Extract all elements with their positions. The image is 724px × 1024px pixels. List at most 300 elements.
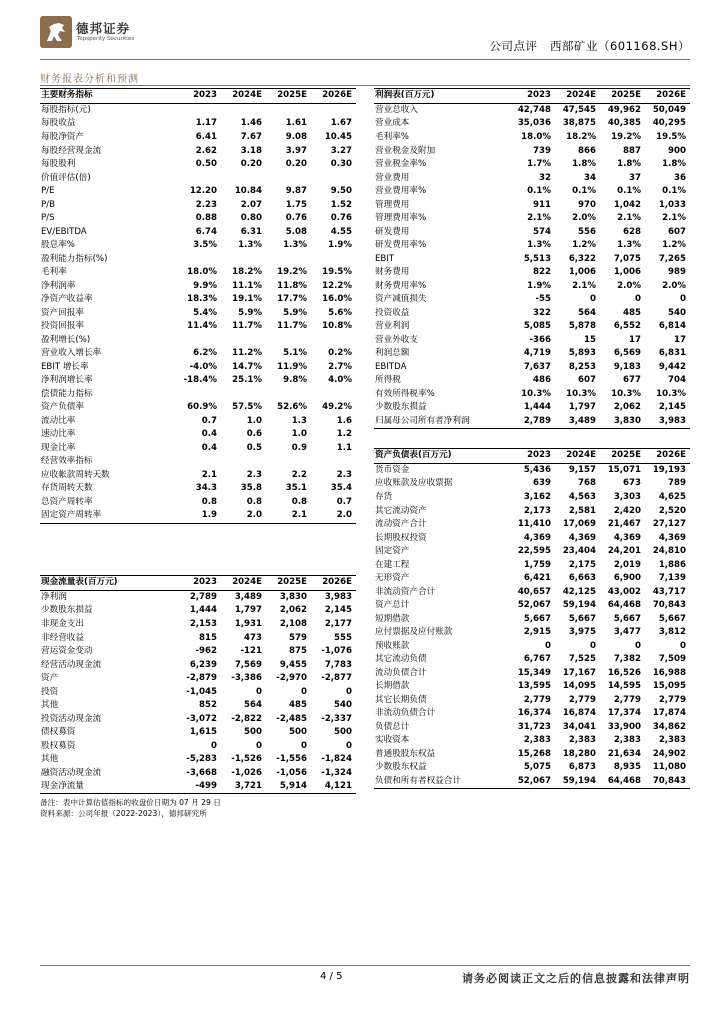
cell-value: -5,283 [186, 754, 217, 765]
cell-value: 10.45 [324, 132, 352, 142]
cell-value [266, 455, 311, 469]
table-row [40, 198, 356, 212]
cell-value: 18,280 [562, 748, 596, 759]
cell-value: 1.3 [291, 415, 307, 426]
cell-value: 0.8 [201, 496, 217, 507]
disclaimer-text: 请务必阅读正文之后的信息披露和法律声明 [462, 972, 690, 985]
cell-value: 11.4% [187, 321, 217, 332]
cell-value [221, 103, 266, 117]
cell-value: 2.1 [266, 509, 311, 523]
row-label: 无形资产 [375, 573, 410, 584]
cell-value: 0 [211, 740, 217, 751]
table-row [374, 171, 690, 185]
table-row [374, 158, 690, 172]
cell-value: 2,789 [510, 414, 555, 428]
table-row [374, 414, 690, 428]
cell-value: -2,485 [276, 713, 307, 724]
row-label: 每股指标(元) [41, 104, 91, 115]
row-label: 净利润增长率 [41, 375, 93, 386]
row-label: P/S [41, 213, 55, 224]
cell-value [266, 387, 311, 401]
cell-value: 6,569 [613, 348, 641, 359]
cell-value: 52.6% [277, 402, 307, 413]
cell-value: 11.1% [232, 280, 262, 291]
table-row [40, 225, 356, 239]
cell-value: 32 [539, 172, 551, 183]
cell-value: 911 [533, 199, 551, 210]
cell-value: 21,634 [607, 748, 641, 759]
cell-value: 3,162 [523, 492, 551, 502]
cell-value: 1,444 [523, 402, 551, 413]
cell-value: 0.6 [246, 429, 262, 440]
cell-value: -3,386 [231, 673, 262, 684]
row-label: 资产回报率 [41, 307, 84, 318]
row-label: P/B [41, 199, 55, 210]
cell-value: 2.1% [662, 213, 686, 224]
cell-value: 6,322 [568, 253, 596, 264]
table-row [374, 103, 690, 117]
row-label: 非流动负债合计 [375, 708, 436, 719]
table-row [40, 672, 356, 686]
cell-value: 900 [668, 145, 686, 156]
cell-value: 70,843 [652, 600, 686, 611]
cell-value: 34,041 [562, 721, 596, 732]
cell-value: 2023 [510, 89, 555, 104]
cell-value: 540 [334, 700, 352, 711]
cell-value: 1.67 [330, 118, 352, 129]
cell-value: 7,139 [658, 573, 686, 584]
row-label: 债权募资 [41, 727, 76, 738]
cell-value: 1.8% [662, 159, 686, 170]
cell-value: 2,153 [189, 619, 217, 629]
cell-value: 2.2 [291, 469, 307, 480]
section-title: 财务报表分析和预测 [40, 74, 139, 85]
row-label: 流动比率 [41, 415, 76, 426]
table-row [374, 239, 690, 253]
cell-value: 36 [674, 172, 686, 183]
row-label: 营业税金及附加 [375, 145, 436, 156]
cell-value: 17 [629, 334, 641, 345]
cell-value: 0.1% [572, 186, 596, 197]
cell-value: 2.3 [336, 469, 352, 480]
cell-value: 13,595 [517, 681, 551, 692]
table-row [374, 225, 690, 239]
row-label: EV/EBITDA [41, 226, 87, 237]
cell-value: 3,303 [613, 492, 641, 502]
row-label: 非经营收益 [41, 632, 84, 643]
cell-value: 12.2% [322, 280, 352, 291]
cell-value [176, 333, 221, 347]
row-label: 净利润率 [41, 280, 76, 291]
cell-value: 16.0% [322, 294, 352, 305]
cell-value: 2.07 [240, 199, 262, 210]
row-label: EBITDA [375, 361, 407, 372]
table-header-row [374, 449, 690, 464]
cell-value: 1.75 [285, 199, 307, 210]
table-row [374, 761, 690, 775]
cell-value: 0 [301, 686, 307, 697]
cell-value: 35.4 [330, 483, 352, 494]
cell-value: 50,049 [652, 104, 686, 115]
table-row [374, 734, 690, 748]
table-row [40, 360, 356, 374]
cell-value: 1,615 [189, 727, 217, 738]
row-label: 实收资本 [375, 735, 410, 746]
cell-value: 2026E [645, 89, 690, 104]
cell-value: 34 [584, 172, 596, 183]
cell-value: 7,382 [613, 654, 641, 665]
table-row [374, 279, 690, 293]
cell-value: 1.17 [195, 118, 217, 129]
table-row [374, 639, 690, 653]
cell-value: 2,779 [658, 694, 686, 705]
cell-value: 6.2% [193, 348, 217, 359]
cell-value: 2.3 [246, 469, 262, 480]
cell-value: 1,042 [613, 199, 641, 210]
cell-value: 60.9% [187, 402, 217, 413]
cell-value: -3,668 [186, 767, 217, 778]
row-label: 其它流动负债 [375, 654, 427, 665]
cell-value: 38,875 [562, 118, 596, 129]
cell-value: 11,080 [652, 762, 686, 773]
cell-value: 2023 [510, 449, 555, 464]
cell-value: 2025E [600, 449, 645, 464]
cell-value: -1,526 [231, 754, 262, 765]
table-row [40, 699, 356, 713]
cell-value: 2026E [311, 89, 356, 104]
cell-value: 37 [629, 172, 641, 183]
cell-value: 822 [533, 267, 551, 278]
cell-value: 35.1 [285, 483, 307, 494]
cell-value: 0.8 [291, 496, 307, 507]
cell-value [311, 387, 356, 401]
row-label: 每股净资产 [41, 132, 84, 142]
table-row [40, 604, 356, 618]
row-label: 资产总计 [375, 600, 410, 611]
row-label: 经营效率指标 [41, 456, 93, 467]
cell-value: 17.7% [277, 294, 307, 305]
cell-value: 0 [346, 686, 352, 697]
cell-value: 2,383 [523, 735, 551, 746]
cell-value: 59,194 [555, 774, 600, 788]
row-label: 应收账款及应收票据 [375, 478, 453, 489]
cell-value: 4,369 [658, 532, 686, 543]
row-label: 每股经营现金流 [41, 145, 102, 156]
table-row [40, 387, 356, 401]
cell-value: 1.8% [617, 159, 641, 170]
cell-value: 5.08 [285, 226, 307, 237]
cell-value: -1,056 [276, 767, 307, 778]
table-notes [40, 797, 221, 819]
cell-value: 9.08 [285, 132, 307, 142]
cell-value: 49.2% [322, 402, 352, 413]
row-label: 现金净流量 [40, 780, 176, 794]
section-divider [40, 85, 690, 86]
cell-value: 6.74 [195, 226, 217, 237]
cell-value: 887 [623, 145, 641, 156]
cell-value: 0 [635, 640, 641, 651]
cell-value: 9.87 [285, 186, 307, 197]
cell-value: -2,877 [321, 673, 352, 684]
cell-value: 19.2% [611, 132, 641, 142]
row-label: 管理费用率% [375, 213, 427, 224]
cell-value: 4,121 [311, 780, 356, 794]
cell-value: 5,667 [568, 613, 596, 624]
cell-value: 1.1 [336, 442, 352, 453]
cell-value: -2,337 [321, 713, 352, 724]
cell-value: -3,072 [186, 713, 217, 724]
cell-value: 0.7 [336, 496, 352, 507]
footer-divider [40, 965, 690, 966]
cell-value: 2025E [600, 89, 645, 104]
row-label: 投资回报率 [41, 321, 84, 332]
cell-value: 1.9 [176, 509, 221, 523]
cell-value: 500 [334, 727, 352, 738]
header-divider [40, 59, 690, 60]
cell-value: 2,173 [523, 505, 551, 516]
table-row [40, 455, 356, 469]
cell-value: -121 [240, 646, 262, 657]
cell-value: -2,822 [231, 713, 262, 724]
row-label: 价值评估(倍) [41, 172, 91, 183]
table-row [40, 401, 356, 415]
cell-value: 8,253 [568, 361, 596, 372]
cell-value: 35,036 [517, 118, 551, 129]
row-label: P/E [41, 186, 55, 197]
table-header-row [374, 89, 690, 104]
cell-value [221, 387, 266, 401]
cell-value [221, 455, 266, 469]
row-label: 固定资产 [375, 546, 410, 557]
row-label: 少数股东权益 [375, 762, 427, 773]
table-row [40, 726, 356, 740]
cell-value [311, 103, 356, 117]
table-row [374, 477, 690, 491]
cell-value: 0 [256, 686, 262, 697]
cell-value: 43,002 [607, 586, 641, 597]
cell-value: 10.3% [566, 388, 596, 399]
row-label: 盈利能力指标(%) [41, 253, 108, 264]
cell-value: 2,581 [568, 505, 596, 516]
cell-value: 1.61 [285, 118, 307, 129]
cell-value: 677 [623, 375, 641, 386]
cell-value: 18.2% [566, 132, 596, 142]
cell-value: 2,915 [523, 627, 551, 638]
cell-value: 3,830 [600, 414, 645, 428]
cell-value: 0.4 [201, 442, 217, 453]
cell-value: -18.4% [183, 375, 217, 386]
cell-value: 1.0 [291, 429, 307, 440]
table-row [40, 117, 356, 131]
table-row [374, 374, 690, 388]
cell-value: 12.20 [189, 186, 217, 197]
table-row [40, 306, 356, 320]
cell-value: 2025E [266, 576, 311, 591]
row-label: 经营活动现金流 [41, 659, 102, 670]
cell-value: 322 [533, 307, 551, 318]
cell-value: 14,595 [607, 681, 641, 692]
cell-value: 7,265 [658, 253, 686, 264]
cell-value: 17,374 [607, 708, 641, 719]
cell-value: 1,006 [613, 267, 641, 278]
table-row [374, 401, 690, 415]
table-row [40, 171, 356, 185]
table-row [374, 599, 690, 613]
cell-value: 2024E [555, 89, 600, 104]
cell-value: 2,108 [279, 619, 307, 629]
cell-value: 1.9% [328, 240, 352, 251]
cell-value: 1.0 [246, 415, 262, 426]
cell-value: 15,095 [652, 681, 686, 692]
row-label: 净资产收益率 [41, 294, 93, 305]
table-row [374, 198, 690, 212]
cell-value: 0 [635, 294, 641, 305]
cell-value: 815 [199, 632, 217, 643]
table-row [40, 509, 356, 523]
table-row [40, 482, 356, 496]
row-label: 融资活动现金流 [41, 767, 102, 778]
cell-value: 500 [244, 727, 262, 738]
cell-value: 5.6% [328, 307, 352, 318]
cell-value: 49,962 [607, 104, 641, 115]
table-row [374, 504, 690, 518]
cell-value: 7,075 [613, 253, 641, 264]
table-row [374, 774, 690, 788]
table-row [40, 428, 356, 442]
table-row [374, 693, 690, 707]
cell-value: 555 [334, 632, 352, 643]
cell-value [176, 387, 221, 401]
cell-value: 2.0% [617, 280, 641, 291]
cell-value: 2.1 [201, 469, 217, 480]
row-label: 财务费用率% [375, 280, 427, 291]
row-label: 流动负债合计 [375, 667, 427, 678]
cell-value: 1.3% [283, 240, 307, 251]
cell-value [221, 252, 266, 266]
cell-value: 0.76 [285, 213, 307, 224]
row-label: 负债总计 [375, 721, 410, 732]
table-row [374, 463, 690, 477]
row-label: 营业费用 [375, 172, 410, 183]
cell-value: 2,420 [613, 505, 641, 516]
row-label: 主要财务指标 [40, 89, 176, 104]
row-label: 营业利润 [375, 321, 410, 332]
cell-value: 739 [533, 145, 551, 156]
cell-value: 0.2% [328, 348, 352, 359]
row-label: 资产负债表(百万元) [374, 449, 510, 464]
cell-value [311, 171, 356, 185]
row-label: 营运资金变动 [41, 646, 93, 657]
cell-value: 768 [578, 478, 596, 489]
cell-value: 25.1% [232, 375, 262, 386]
cell-value: -1,556 [276, 754, 307, 765]
row-label: 总资产周转率 [41, 496, 93, 507]
row-label: 非流动资产合计 [375, 586, 436, 597]
cell-value: 3,983 [324, 591, 352, 602]
cell-value: 0.9 [291, 442, 307, 453]
cell-value: 19.1% [232, 294, 262, 305]
row-label: 归属母公司所有者净利润 [374, 414, 510, 428]
row-label: 营业外收支 [375, 334, 418, 345]
table-row [40, 374, 356, 388]
cell-value: 1.52 [330, 199, 352, 210]
cell-value: 42,748 [517, 104, 551, 115]
table-row [40, 685, 356, 699]
row-label: 资产 [41, 673, 59, 684]
cell-value: 33,900 [607, 721, 641, 732]
cell-value: 564 [578, 307, 596, 318]
cell-value: 486 [533, 375, 551, 386]
cell-value: 16,374 [517, 708, 551, 719]
cell-value: 1,931 [234, 619, 262, 629]
table-row [374, 144, 690, 158]
table-row [374, 320, 690, 334]
income-statement-table [374, 88, 690, 429]
row-label: 存货 [375, 492, 393, 502]
row-label: EBIT [375, 253, 395, 264]
cell-value: 0.5 [246, 442, 262, 453]
cell-value: 1.3% [238, 240, 262, 251]
table-row [40, 212, 356, 226]
cell-value: 852 [199, 700, 217, 711]
cell-value: 4,625 [658, 492, 686, 502]
cell-value: 579 [289, 632, 307, 643]
cell-value: 3,489 [234, 591, 262, 602]
table-row [374, 585, 690, 599]
cell-value: -962 [195, 646, 217, 657]
cell-value: 4,563 [568, 492, 596, 502]
row-label: 预收账款 [375, 640, 410, 651]
cell-value: 43,717 [652, 586, 686, 597]
cell-value: 21,467 [607, 519, 641, 530]
cell-value: 6,421 [523, 573, 551, 584]
row-label: 偿债能力指标 [41, 388, 93, 399]
company-logo [40, 16, 160, 48]
row-label: 财务费用 [375, 267, 410, 278]
cell-value: 15 [584, 334, 596, 345]
cell-value: 6,831 [658, 348, 686, 359]
cell-value: 1.2% [572, 240, 596, 251]
cell-value: 10.3% [656, 388, 686, 399]
cell-value: 989 [668, 267, 686, 278]
row-label: 现金流量表(百万元) [40, 576, 176, 591]
cell-value: 866 [578, 145, 596, 156]
table-row [40, 347, 356, 361]
table-row [40, 645, 356, 659]
cell-value [311, 333, 356, 347]
cell-value: 500 [289, 727, 307, 738]
cell-value [311, 455, 356, 469]
row-label: 现金比率 [41, 442, 76, 453]
row-label: 应付票据及应付账款 [375, 627, 453, 638]
row-label: 资产减值损失 [375, 294, 427, 305]
table-row [374, 558, 690, 572]
cell-value [221, 333, 266, 347]
table-row [374, 653, 690, 667]
cell-value: 7,509 [658, 654, 686, 665]
cell-value: 970 [578, 199, 596, 210]
cell-value: 0 [545, 640, 551, 651]
table-row [40, 333, 356, 347]
row-label: 投资活动现金流 [41, 713, 102, 724]
table-row [40, 279, 356, 293]
cell-value: 16,526 [607, 667, 641, 678]
table-row [374, 612, 690, 626]
table-row [374, 680, 690, 694]
cell-value: 9,455 [279, 659, 307, 670]
cell-value: -2,970 [276, 673, 307, 684]
table-header-row [40, 89, 356, 104]
